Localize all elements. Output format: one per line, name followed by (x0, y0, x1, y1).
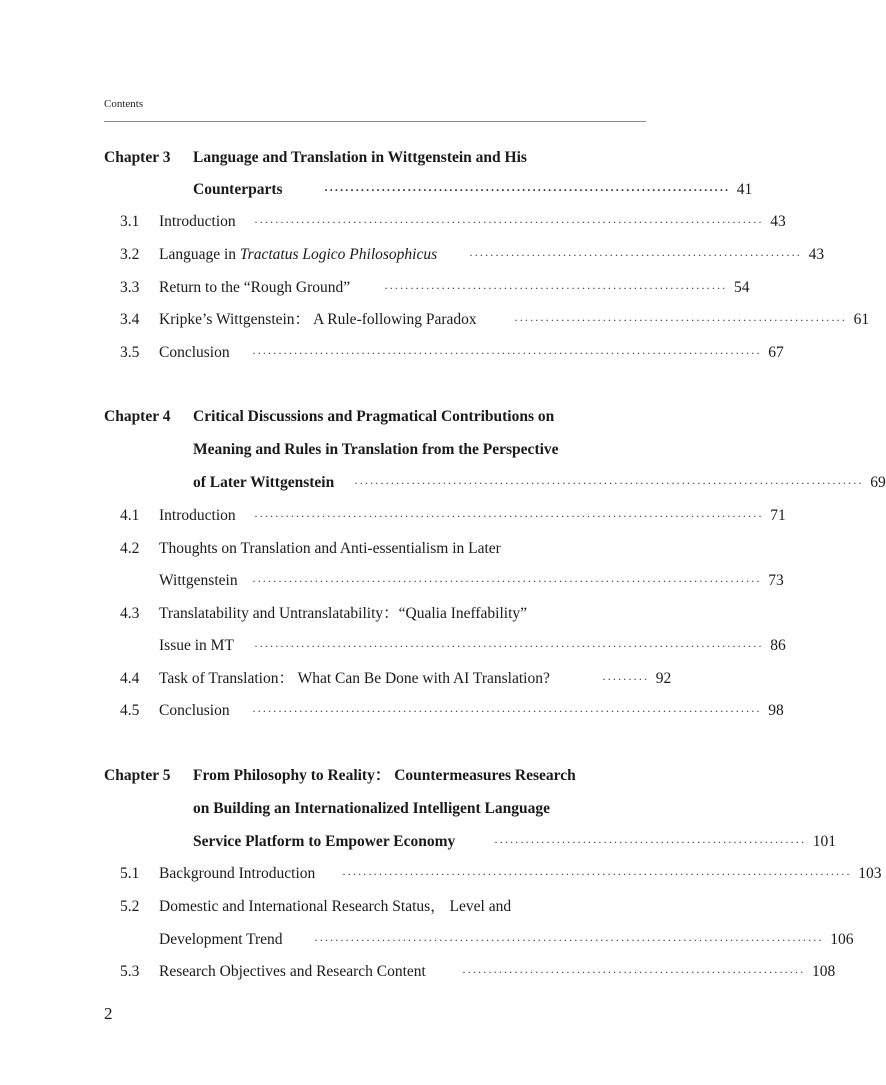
leader-dots: ···························································· (494, 835, 806, 849)
leader-dots: ·································································································· (342, 867, 852, 881)
chapter-title: Language and Translation in Wittgenstein and His (193, 149, 527, 166)
section-title: Conclusion (159, 344, 230, 361)
toc-chapter-4-heading[interactable] (104, 405, 646, 429)
leader-dots: ································································ (469, 248, 802, 262)
section-title-prefix: Language in (159, 246, 240, 263)
leader-dots: ·································································································· (254, 639, 764, 653)
leader-dots: ········· (602, 672, 649, 686)
section-title: Task of Translation： What Can Be Done with AI Translation? (159, 670, 550, 687)
toc-chapter-5-heading-cont[interactable] (104, 797, 646, 821)
page-ref: 101 (812, 833, 837, 850)
page-ref: 92 (655, 670, 672, 687)
section-number: 3.4 (120, 311, 140, 328)
section-title (159, 243, 437, 267)
toc-section-3-1[interactable] (104, 210, 786, 234)
toc-chapter-5-heading[interactable] (104, 764, 646, 788)
toc-section-4-2[interactable] (104, 537, 646, 561)
chapter-title: of Later Wittgenstein (193, 474, 335, 491)
toc-chapter-3-heading[interactable] (104, 146, 646, 170)
running-head: Contents (104, 98, 144, 110)
section-number: 5.3 (120, 963, 140, 980)
leader-dots: ·································································································· (252, 346, 762, 360)
toc-section-4-2-cont[interactable] (104, 569, 784, 593)
chapter-title: Critical Discussions and Pragmatical Contributions on (193, 408, 555, 425)
toc-section-3-4[interactable] (104, 308, 870, 332)
chapter-label: Chapter 5 (104, 767, 171, 784)
section-title: Background Introduction (159, 865, 316, 882)
toc-section-5-3[interactable] (104, 960, 836, 984)
toc-section-3-2[interactable] (104, 243, 825, 267)
toc-section-4-4[interactable] (104, 667, 672, 691)
leader-dots: ·············································································· (324, 183, 730, 197)
page-ref: 61 (853, 311, 870, 328)
section-title: Kripke’s Wittgenstein： A Rule-following Paradox (159, 311, 477, 328)
leader-dots: ·································································································· (314, 933, 824, 947)
section-title: Translatability and Untranslatability：“Qualia Ineffability” (159, 605, 528, 622)
page-ref: 73 (768, 572, 784, 589)
toc-chapter-3-heading-cont[interactable] (104, 178, 753, 202)
toc-section-4-5[interactable] (104, 699, 784, 723)
section-title: Issue in MT (159, 637, 234, 654)
page-ref: 86 (770, 637, 786, 654)
section-number: 5.2 (120, 898, 140, 915)
page-number: 2 (104, 1004, 113, 1023)
section-title: Introduction (159, 213, 236, 230)
page-ref: 67 (768, 344, 784, 361)
chapter-title: on Building an Internationalized Intelligent Language (193, 800, 550, 817)
chapter-label: Chapter 3 (104, 149, 171, 166)
leader-dots: ································································ (514, 313, 847, 327)
leader-dots: ·································································································· (254, 215, 764, 229)
section-title: Domestic and International Research Status， Level and (159, 898, 512, 915)
leader-dots: ·································································································· (354, 476, 864, 490)
toc-section-5-2-cont[interactable] (104, 928, 854, 952)
toc-section-5-1[interactable] (104, 862, 882, 886)
leader-dots: ·································································································· (252, 704, 762, 718)
section-title: Return to the “Rough Ground” (159, 279, 351, 296)
section-number: 5.1 (120, 865, 140, 882)
toc-section-4-3-cont[interactable] (104, 634, 786, 658)
toc-section-3-5[interactable] (104, 341, 784, 365)
page-ref: 69 (870, 474, 886, 491)
toc-section-4-3[interactable] (104, 602, 646, 626)
section-title: Wittgenstein (159, 572, 238, 589)
section-number: 4.1 (120, 507, 140, 524)
section-title: Research Objectives and Research Content (159, 963, 426, 980)
toc-section-4-1[interactable] (104, 504, 786, 528)
page-ref: 41 (736, 181, 753, 198)
section-number: 4.5 (120, 702, 140, 719)
toc-chapter-5-heading-cont2[interactable] (104, 830, 837, 854)
section-number: 4.3 (120, 605, 140, 622)
section-title: Conclusion (159, 702, 230, 719)
page-ref: 43 (808, 246, 825, 263)
leader-dots: ·································································································· (254, 509, 764, 523)
section-number: 4.2 (120, 540, 140, 557)
leader-dots: ·································································································· (252, 574, 762, 588)
leader-dots: ·································································· (462, 965, 805, 979)
chapter-title: Service Platform to Empower Economy (193, 833, 456, 850)
section-title-italic: Tractatus Logico Philosophicus (239, 246, 438, 263)
chapter-title: Counterparts (193, 181, 283, 198)
section-title: Introduction (159, 507, 236, 524)
chapter-title: Meaning and Rules in Translation from the Perspective (193, 441, 559, 458)
toc-chapter-4-heading-cont[interactable] (104, 438, 646, 462)
page-ref: 71 (770, 507, 786, 524)
section-title: Thoughts on Translation and Anti-essentialism in Later (159, 540, 501, 557)
section-title: Development Trend (159, 931, 283, 948)
page-ref: 108 (811, 963, 836, 980)
section-number: 4.4 (120, 670, 140, 687)
section-number: 3.1 (120, 213, 140, 230)
toc-chapter-4-heading-cont2[interactable] (104, 471, 886, 495)
section-number: 3.2 (120, 246, 140, 263)
chapter-title: From Philosophy to Reality： Countermeasures Research (193, 767, 576, 784)
page-ref: 106 (830, 931, 854, 948)
section-number: 3.3 (120, 279, 140, 296)
header-rule (104, 121, 646, 122)
chapter-label: Chapter 4 (104, 408, 171, 425)
toc-section-5-2[interactable] (104, 895, 646, 919)
leader-dots: ·································································· (384, 281, 727, 295)
page-ref: 98 (768, 702, 784, 719)
page-ref: 54 (733, 279, 750, 296)
page-ref: 43 (770, 213, 786, 230)
page-ref: 103 (858, 865, 882, 882)
toc-section-3-3[interactable] (104, 276, 750, 300)
section-number: 3.5 (120, 344, 140, 361)
